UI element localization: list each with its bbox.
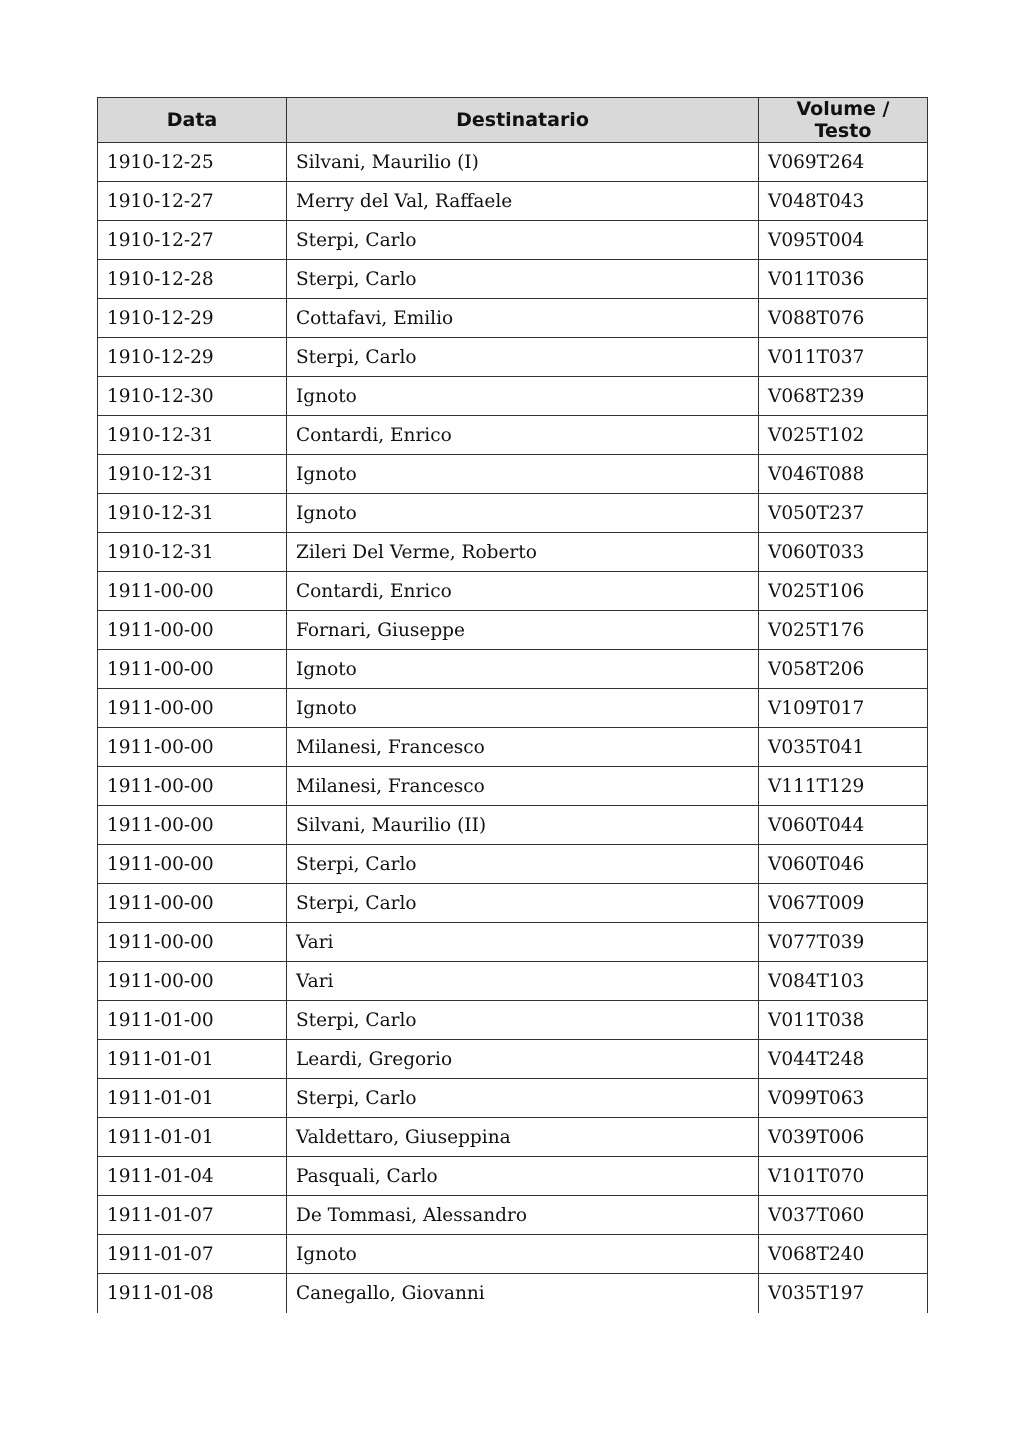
cell-date: 1910-12-29 (98, 299, 287, 338)
cell-date: 1911-01-00 (98, 1001, 287, 1040)
table-row (98, 455, 928, 494)
cell-date: 1911-00-00 (98, 962, 287, 1001)
cell-recipient: Sterpi, Carlo (287, 1079, 759, 1118)
cell-recipient: Cottafavi, Emilio (287, 299, 759, 338)
cell-volume: V067T009 (759, 884, 928, 923)
cell-recipient: Canegallo, Giovanni (287, 1274, 759, 1313)
cell-volume: V025T102 (759, 416, 928, 455)
cell-date: 1911-00-00 (98, 611, 287, 650)
cell-recipient: Sterpi, Carlo (287, 845, 759, 884)
cell-recipient: Sterpi, Carlo (287, 1001, 759, 1040)
table-row (98, 1118, 928, 1157)
table-row (98, 611, 928, 650)
cell-volume: V101T070 (759, 1157, 928, 1196)
cell-volume: V077T039 (759, 923, 928, 962)
table-row (98, 221, 928, 260)
cell-recipient: Ignoto (287, 377, 759, 416)
table-row (98, 1196, 928, 1235)
table-row (98, 962, 928, 1001)
table-row (98, 923, 928, 962)
table-row (98, 1274, 928, 1313)
cell-date: 1911-01-01 (98, 1079, 287, 1118)
cell-recipient: Pasquali, Carlo (287, 1157, 759, 1196)
cell-date: 1911-00-00 (98, 650, 287, 689)
cell-volume: V011T036 (759, 260, 928, 299)
cell-recipient: Ignoto (287, 650, 759, 689)
cell-recipient: Zileri Del Verme, Roberto (287, 533, 759, 572)
cell-recipient: Fornari, Giuseppe (287, 611, 759, 650)
table-row (98, 884, 928, 923)
cell-recipient: Ignoto (287, 455, 759, 494)
cell-date: 1911-00-00 (98, 689, 287, 728)
cell-date: 1911-01-04 (98, 1157, 287, 1196)
table-row (98, 845, 928, 884)
table-row (98, 143, 928, 182)
cell-recipient: Leardi, Gregorio (287, 1040, 759, 1079)
cell-recipient: Contardi, Enrico (287, 572, 759, 611)
cell-volume: V068T239 (759, 377, 928, 416)
table-row (98, 299, 928, 338)
cell-recipient: Vari (287, 923, 759, 962)
table-row (98, 377, 928, 416)
cell-date: 1911-01-07 (98, 1235, 287, 1274)
table-row (98, 416, 928, 455)
table-row (98, 572, 928, 611)
cell-volume: V044T248 (759, 1040, 928, 1079)
cell-volume: V068T240 (759, 1235, 928, 1274)
cell-date: 1911-00-00 (98, 767, 287, 806)
cell-volume: V025T176 (759, 611, 928, 650)
cell-date: 1910-12-28 (98, 260, 287, 299)
table-row (98, 182, 928, 221)
cell-recipient: Silvani, Maurilio (I) (287, 143, 759, 182)
cell-date: 1911-00-00 (98, 923, 287, 962)
cell-volume: V060T044 (759, 806, 928, 845)
cell-volume: V111T129 (759, 767, 928, 806)
table-header (98, 98, 928, 143)
cell-volume: V025T106 (759, 572, 928, 611)
table-row (98, 1079, 928, 1118)
table-row (98, 338, 928, 377)
table-row (98, 767, 928, 806)
cell-volume: V011T038 (759, 1001, 928, 1040)
table-row (98, 650, 928, 689)
cell-date: 1911-01-07 (98, 1196, 287, 1235)
cell-date: 1911-01-01 (98, 1040, 287, 1079)
header-recipient: Destinatario (287, 98, 759, 143)
cell-date: 1910-12-25 (98, 143, 287, 182)
cell-volume: V050T237 (759, 494, 928, 533)
cell-recipient: Milanesi, Francesco (287, 728, 759, 767)
cell-recipient: Sterpi, Carlo (287, 338, 759, 377)
cell-volume: V069T264 (759, 143, 928, 182)
cell-volume: V088T076 (759, 299, 928, 338)
cell-volume: V037T060 (759, 1196, 928, 1235)
table-body (98, 143, 928, 1313)
table-row (98, 533, 928, 572)
cell-volume: V109T017 (759, 689, 928, 728)
table-row (98, 260, 928, 299)
cell-volume: V011T037 (759, 338, 928, 377)
cell-date: 1910-12-27 (98, 221, 287, 260)
cell-date: 1911-01-08 (98, 1274, 287, 1313)
cell-date: 1910-12-31 (98, 494, 287, 533)
cell-recipient: De Tommasi, Alessandro (287, 1196, 759, 1235)
cell-date: 1911-00-00 (98, 572, 287, 611)
cell-volume: V060T033 (759, 533, 928, 572)
cell-recipient: Sterpi, Carlo (287, 260, 759, 299)
cell-recipient: Sterpi, Carlo (287, 884, 759, 923)
cell-volume: V060T046 (759, 845, 928, 884)
header-date: Data (98, 98, 287, 143)
table-row (98, 1001, 928, 1040)
table-row (98, 1040, 928, 1079)
cell-date: 1911-01-01 (98, 1118, 287, 1157)
cell-date: 1911-00-00 (98, 884, 287, 923)
cell-volume: V048T043 (759, 182, 928, 221)
cell-date: 1910-12-29 (98, 338, 287, 377)
table-row (98, 494, 928, 533)
cell-recipient: Valdettaro, Giuseppina (287, 1118, 759, 1157)
cell-volume: V035T197 (759, 1274, 928, 1313)
cell-recipient: Vari (287, 962, 759, 1001)
cell-volume: V035T041 (759, 728, 928, 767)
cell-volume: V046T088 (759, 455, 928, 494)
cell-volume: V095T004 (759, 221, 928, 260)
cell-date: 1910-12-27 (98, 182, 287, 221)
cell-volume: V039T006 (759, 1118, 928, 1157)
cell-recipient: Silvani, Maurilio (II) (287, 806, 759, 845)
table-row (98, 1157, 928, 1196)
header-volume: Volume / Testo (759, 98, 928, 143)
cell-date: 1911-00-00 (98, 845, 287, 884)
cell-recipient: Merry del Val, Raffaele (287, 182, 759, 221)
table-row (98, 728, 928, 767)
cell-recipient: Contardi, Enrico (287, 416, 759, 455)
cell-recipient: Sterpi, Carlo (287, 221, 759, 260)
table-row (98, 689, 928, 728)
letters-table (97, 97, 928, 1313)
cell-date: 1910-12-31 (98, 533, 287, 572)
cell-recipient: Ignoto (287, 494, 759, 533)
cell-volume: V084T103 (759, 962, 928, 1001)
header-row (98, 98, 928, 143)
cell-recipient: Milanesi, Francesco (287, 767, 759, 806)
table-row (98, 806, 928, 845)
cell-date: 1910-12-31 (98, 455, 287, 494)
cell-date: 1911-00-00 (98, 728, 287, 767)
cell-date: 1911-00-00 (98, 806, 287, 845)
cell-date: 1910-12-31 (98, 416, 287, 455)
cell-volume: V099T063 (759, 1079, 928, 1118)
cell-recipient: Ignoto (287, 1235, 759, 1274)
cell-volume: V058T206 (759, 650, 928, 689)
cell-date: 1910-12-30 (98, 377, 287, 416)
cell-recipient: Ignoto (287, 689, 759, 728)
table-row (98, 1235, 928, 1274)
